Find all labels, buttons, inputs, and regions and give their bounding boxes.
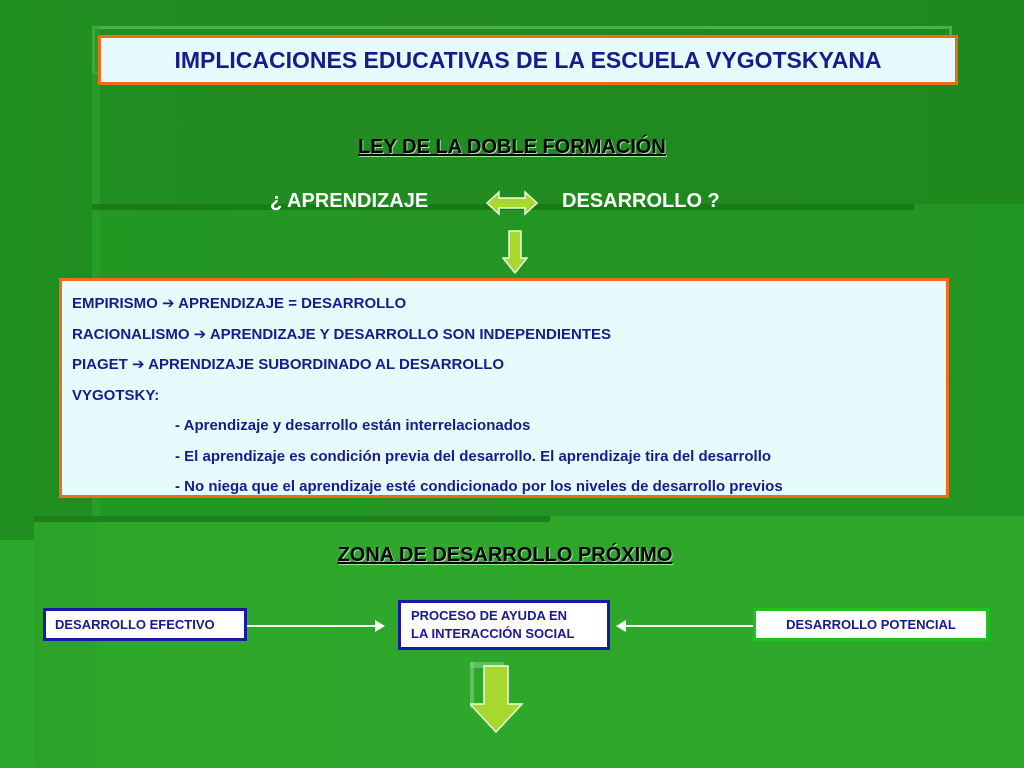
info-line-vygotsky-point: - No niega que el aprendizaje esté condicionado por los niveles de desarrollo previos	[175, 478, 783, 495]
node-desarrollo-potencial: DESARROLLO POTENCIAL	[753, 608, 989, 641]
node-desarrollo-efectivo: DESARROLLO EFECTIVO	[43, 608, 247, 641]
section-heading-zdp: ZONA DE DESARROLLO PRÓXIMO	[337, 544, 673, 566]
info-line-vygotsky: VYGOTSKY:	[72, 386, 160, 404]
node-proceso-line2: LA INTERACCIÓN SOCIAL	[411, 626, 575, 641]
info-line-piaget: PIAGET ➔ APRENDIZAJE SUBORDINADO AL DESARROLLO	[72, 356, 505, 373]
down-arrow-icon	[470, 662, 526, 739]
section-heading-doble-formacion: LEY DE LA DOBLE FORMACIÓN	[358, 136, 666, 158]
background-strip	[0, 540, 34, 768]
divider-line-lower	[34, 516, 550, 522]
info-line-vygotsky-point: - El aprendizaje es condición previa del desarrollo. El aprendizaje tira del desarrollo	[175, 447, 772, 465]
double-arrow-icon	[486, 190, 538, 221]
left-arrow-icon	[614, 616, 754, 641]
node-proceso-ayuda	[398, 600, 610, 650]
info-line-vygotsky-point: - Aprendizaje y desarrollo están interrelacionados	[175, 417, 531, 434]
question-aprendizaje: ¿ APRENDIZAJE	[270, 190, 429, 212]
slide-title: IMPLICACIONES EDUCATIVAS DE LA ESCUELA VYGOTSKYANA	[98, 35, 958, 85]
theories-box	[59, 278, 949, 498]
question-desarrollo: DESARROLLO ?	[562, 190, 720, 212]
node-proceso-line1: PROCESO DE AYUDA EN	[411, 608, 568, 623]
info-line-empirismo: EMPIRISMO ➔ APRENDIZAJE = DESARROLLO	[72, 295, 407, 312]
info-line-racionalismo: RACIONALISMO ➔ APRENDIZAJE Y DESARROLLO SON INDEPENDIENTES	[72, 325, 612, 343]
right-arrow-icon	[247, 616, 387, 641]
down-arrow-icon	[502, 230, 528, 279]
